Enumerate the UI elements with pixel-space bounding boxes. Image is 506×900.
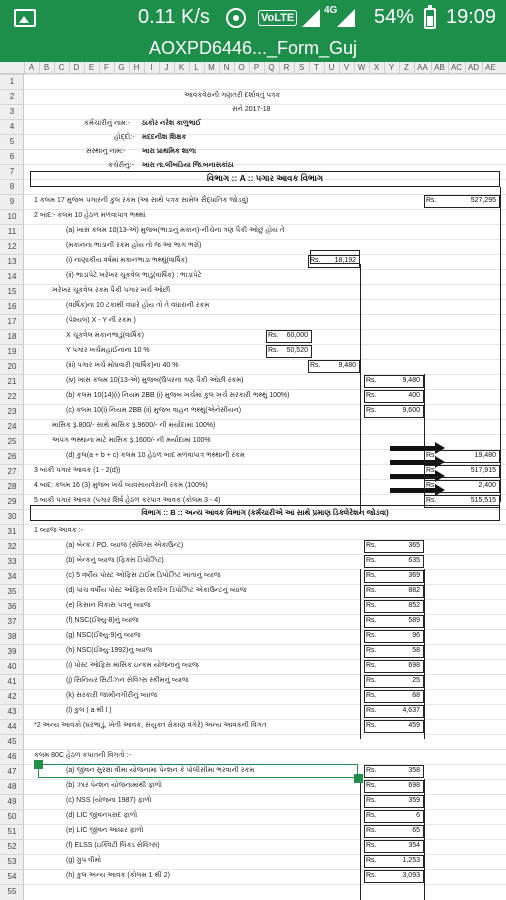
amount-cell[interactable]: 358: [408, 767, 420, 774]
divider: [424, 779, 425, 900]
amount-box: [424, 495, 500, 508]
row-label: 2 બાદ:- કલમ 10 હેઠળ મળવાપાત્ર ભથ્થાં: [34, 212, 146, 219]
row-label: (k) સરકારી જામીનગીરીનું વ્યાજ: [66, 692, 158, 699]
row-header[interactable]: 52: [0, 839, 24, 853]
row-label: (c) 5 વર્ષીય પોસ્ટ ઓફિસ ટાઈમ ડિપોઝિટ ખાતાનું વ્યાજ: [66, 572, 221, 579]
row-header[interactable]: 37: [0, 614, 24, 628]
currency-label: Rs.: [366, 797, 377, 804]
battery-icon: [424, 8, 436, 29]
row-header[interactable]: 23: [0, 404, 24, 418]
amount-box: [364, 840, 424, 853]
column-header-n[interactable]: N: [219, 62, 233, 74]
amount-box: [364, 660, 424, 673]
row-header[interactable]: 10: [0, 209, 24, 223]
row-header-bar: [0, 74, 24, 900]
divider: [500, 187, 501, 502]
column-header-e[interactable]: E: [84, 62, 98, 74]
currency-label: Rs.: [366, 632, 377, 639]
amount-box: [364, 870, 424, 883]
row-header[interactable]: 33: [0, 554, 24, 568]
row-label: (e) કિસાન વિકાસ પત્રનું વ્યાજ: [66, 602, 151, 609]
row-label: 1 કલમ 17 મુજબ પગારની કુલ રકમ (આ સાથે પત્રક સામેલ સૈદ્ધાંતિક જોડવું): [34, 197, 249, 204]
column-header-ab[interactable]: AB: [431, 62, 447, 74]
row-label: (d) કુલ(a + b + c) કલમ 10 હેઠળ બાદ મળવાપાત્ર ભથ્થાની રકમ: [66, 452, 245, 459]
row-label: (a) ખાસ કલમ 10(13-એ) મુજબ(ભાડાનું મકાન)-નીચેના ત્રણ પૈકી ઓછું હોય તે: [66, 227, 285, 234]
row-label: 1 વ્યાજ આવક :-: [34, 527, 83, 534]
amount-box: [364, 630, 424, 643]
row-header[interactable]: 22: [0, 389, 24, 403]
row-header[interactable]: 29: [0, 494, 24, 508]
row-header[interactable]: 51: [0, 824, 24, 838]
amount-box: [424, 195, 500, 208]
row-header[interactable]: 43: [0, 704, 24, 718]
document-title: AOXPD6446..._Form_Guj: [0, 36, 506, 62]
sheet-heading: આવકવેરાની ગણતરી દર્શાવતું પત્રક: [184, 92, 281, 99]
row-header[interactable]: 31: [0, 524, 24, 538]
row-label: (મકાનના ભાડાની રકમ હોય તો જ આ ભાગ ભરો): [66, 242, 202, 249]
amount-box: [364, 855, 424, 868]
amount-cell[interactable]: 852: [408, 602, 420, 609]
amount-box: [424, 465, 500, 478]
row-label: (a) જીવન સુરક્ષા વીમા યોજનામાં પેન્શન કે પોલીસીમાં ભરવાની રકમ: [66, 767, 255, 774]
row-label: (i) નાણાકીય વર્ષમાં મકાનભાડા ભથ્થું(વાર્ષિક): [66, 257, 188, 264]
amount-cell[interactable]: 50,520: [286, 347, 308, 354]
amount-box: [308, 360, 360, 373]
signal-icon: [302, 9, 320, 27]
row-label: 4 બાદ: કલમ 16 (3) મુજબ ખર્ચ વ્યવસાયવેરાની રકમ (100%): [34, 482, 208, 489]
grid-line: [24, 74, 506, 75]
currency-label: Rs.: [366, 377, 377, 384]
amount-cell[interactable]: 9,480: [402, 377, 420, 384]
currency-label: Rs.: [366, 647, 377, 654]
row-header[interactable]: 4: [0, 119, 24, 133]
network-speed: 0.11 K/s: [138, 6, 210, 28]
currency-label: Rs.: [366, 677, 377, 684]
row-header[interactable]: 16: [0, 299, 24, 313]
row-header[interactable]: 45: [0, 734, 24, 748]
row-header[interactable]: 2: [0, 89, 24, 103]
amount-box: [364, 570, 424, 583]
gallery-notification-icon: [14, 9, 36, 27]
currency-label: Rs.: [366, 842, 377, 849]
row-header[interactable]: 12: [0, 239, 24, 253]
row-label: *2 અન્ય આવકો (ઘરભાડું, ખેતી આવક, સંયુક્ત રોકાણ વગેરે) અન્ય આવકની વિગત: [34, 722, 267, 729]
office-value: ખારા તા.લીંબડિયા જિ.બનાસકાંઠા: [142, 162, 234, 169]
amount-cell[interactable]: 68: [412, 692, 420, 699]
column-header-c[interactable]: C: [54, 62, 68, 74]
row-header[interactable]: 46: [0, 749, 24, 763]
row-label: Y પગાર ખર્ચમહાઈનાના 10 %: [66, 347, 150, 354]
row-label: (h) NSC(ઈશ્યુ-1992)નું વ્યાજ: [66, 647, 153, 654]
amount-cell[interactable]: 6: [416, 812, 420, 819]
row-header[interactable]: 50: [0, 809, 24, 823]
amount-cell[interactable]: 369: [408, 572, 420, 579]
office-label: કચેરીનું:-: [108, 162, 134, 169]
column-header-b[interactable]: B: [39, 62, 53, 74]
column-header-ad[interactable]: AD: [465, 62, 481, 74]
row-label: (g) ગ્રુપ વીમો: [66, 857, 102, 864]
signal-icon-2: [337, 9, 355, 27]
section-a-title: વિભાગ :: A :: પગાર આવક વિભાગ: [206, 173, 324, 183]
column-header-s[interactable]: S: [294, 62, 308, 74]
amount-cell[interactable]: 2,400: [478, 482, 496, 489]
currency-label: Rs.: [426, 497, 437, 504]
column-header-q[interactable]: Q: [264, 62, 278, 74]
column-header-d[interactable]: D: [69, 62, 83, 74]
amount-cell[interactable]: 527,295: [470, 197, 496, 204]
currency-label: Rs.: [366, 767, 377, 774]
column-header-ac[interactable]: AC: [448, 62, 464, 74]
currency-label: Rs.: [366, 407, 377, 414]
row-label: (c) NSS (યોજના 1987) ફાળો: [66, 797, 152, 804]
column-header-bar: [0, 62, 506, 74]
row-header[interactable]: 54: [0, 869, 24, 883]
column-header-k[interactable]: K: [174, 62, 188, 74]
currency-label: Rs.: [310, 257, 321, 264]
amount-box: [308, 255, 360, 268]
amount-box: [364, 645, 424, 658]
row-header[interactable]: 49: [0, 794, 24, 808]
row-header[interactable]: 27: [0, 464, 24, 478]
row-header[interactable]: 35: [0, 584, 24, 598]
row-label: (iii) પગાર ખર્ચ મોંઘવારી (વાર્ષિક)ના 40 %: [66, 362, 179, 369]
currency-label: Rs.: [366, 392, 377, 399]
amount-box: [364, 555, 424, 568]
hotspot-icon: [226, 8, 246, 28]
column-header-a[interactable]: A: [24, 62, 38, 74]
column-header-u[interactable]: U: [324, 62, 338, 74]
row-label: (b) કલમ 10(14)(i) નિયમ 2BB (i) મુજબ ખર્ચમાં કુલ ખર્ચ સરકારી ભથ્થું 100%): [66, 392, 290, 399]
row-header[interactable]: 40: [0, 659, 24, 673]
row-header[interactable]: 13: [0, 254, 24, 268]
amount-box: [364, 600, 424, 613]
grid-line: [24, 734, 506, 735]
amount-cell[interactable]: 698: [408, 662, 420, 669]
divider: [360, 569, 361, 739]
row-label: X ચૂકવેલ મકાનભાડું(વાર્ષિક): [66, 332, 144, 339]
row-header[interactable]: 8: [0, 179, 24, 193]
row-label: (પેશ્યલ) X - Y ની રકમ ): [66, 317, 136, 324]
row-header[interactable]: 1: [0, 74, 24, 88]
currency-label: Rs.: [310, 362, 321, 369]
amount-cell[interactable]: 25: [412, 677, 420, 684]
column-header-j[interactable]: J: [159, 62, 173, 74]
column-header-ae[interactable]: AE: [482, 62, 498, 74]
row-header[interactable]: 36: [0, 599, 24, 613]
column-header-p[interactable]: P: [249, 62, 263, 74]
currency-label: Rs.: [268, 347, 279, 354]
amount-cell[interactable]: 9,600: [402, 407, 420, 414]
currency-label: Rs.: [366, 557, 377, 564]
amount-box: [364, 585, 424, 598]
clock: 19:09: [446, 6, 497, 28]
row-header[interactable]: 53: [0, 854, 24, 868]
column-header-aa[interactable]: AA: [414, 62, 430, 74]
volte-badge: VoLTE: [258, 10, 297, 26]
row-label: (a) બેન્ક / PO. વ્યાજ (સેવિંગ્સ એકાઉન્ટ): [66, 542, 184, 549]
row-header[interactable]: 47: [0, 764, 24, 778]
row-header[interactable]: 15: [0, 284, 24, 298]
amount-box: [424, 480, 500, 493]
currency-label: Rs.: [366, 602, 377, 609]
institution-label: સંસ્થાનું નામ:-: [86, 148, 126, 155]
amount-box: [266, 330, 312, 343]
amount-cell[interactable]: 365: [408, 542, 420, 549]
row-label: (d) LIC જીવનપસંદ ફાળો: [66, 812, 138, 819]
amount-box: [364, 405, 424, 418]
amount-box: [364, 690, 424, 703]
column-header-t[interactable]: T: [309, 62, 323, 74]
amount-cell[interactable]: 635: [408, 557, 420, 564]
post-label: હોદ્દો:-: [114, 134, 135, 141]
amount-box: [424, 450, 500, 463]
row-header[interactable]: 7: [0, 164, 24, 178]
currency-label: Rs.: [268, 332, 279, 339]
amount-cell[interactable]: 65: [412, 827, 420, 834]
row-label: માસિક રૂ.800/- સાથે માસિક રૂ.9600/- ની મર્યાદામાં 100%): [52, 422, 216, 429]
row-label: (h) કુલ અન્ય આવક (કોલમ 1 થી 2): [66, 872, 170, 879]
amount-cell[interactable]: 459: [408, 722, 420, 729]
amount-cell[interactable]: 4,637: [402, 707, 420, 714]
amount-box: [364, 720, 424, 733]
row-header[interactable]: 21: [0, 374, 24, 388]
row-label: (iv) ખાસ કલમ 10(13-એ) મુજબ(ઉપરના ત્રણ પૈકી ઓછી રકમ): [66, 377, 244, 384]
row-header[interactable]: 3: [0, 104, 24, 118]
currency-label: Rs.: [366, 542, 377, 549]
currency-label: Rs.: [426, 467, 437, 474]
row-header[interactable]: 9: [0, 194, 24, 208]
column-header-y[interactable]: Y: [384, 62, 398, 74]
row-label: ખરેખર ચૂકવેલ રકમ પૈકી પગાર ખર્ચ ઓછી: [52, 287, 171, 294]
amount-box: [364, 705, 424, 718]
spreadsheet-grid[interactable]: [24, 74, 506, 900]
divider: [424, 569, 425, 739]
column-header-z[interactable]: Z: [399, 62, 413, 74]
row-header[interactable]: 39: [0, 644, 24, 658]
amount-box: [266, 345, 312, 358]
currency-label: Rs.: [366, 722, 377, 729]
row-label: (વાર્ષિક)ના 10 ટકાથી વધારે હોય તો તે વધારાની રકમ: [66, 302, 210, 309]
row-label: (g) NSC(ઈશ્યુ-9)નું વ્યાજ: [66, 632, 141, 639]
amount-box: [364, 390, 424, 403]
row-label: (b) બેન્કનું વ્યાજ (ફિક્સ ડિપોઝિટ): [66, 557, 164, 564]
row-header[interactable]: 25: [0, 434, 24, 448]
column-header-h[interactable]: H: [129, 62, 143, 74]
currency-label: Rs.: [366, 587, 377, 594]
row-label: 5 બાકી પગાર આવક (પગાર શિર્ષ હેઠળ કરપાત્ર આવક (કોલમ 3 - 4): [34, 497, 221, 504]
row-header[interactable]: 44: [0, 719, 24, 733]
row-header[interactable]: 6: [0, 149, 24, 163]
row-header[interactable]: 30: [0, 509, 24, 523]
grid-line: [24, 164, 506, 165]
row-header[interactable]: 41: [0, 674, 24, 688]
column-header-i[interactable]: I: [144, 62, 158, 74]
amount-cell[interactable]: 515,515: [470, 497, 496, 504]
post-value: મદદનીશ શિક્ષક: [142, 134, 187, 141]
row-header[interactable]: 24: [0, 419, 24, 433]
row-header[interactable]: 48: [0, 779, 24, 793]
column-header-m[interactable]: M: [204, 62, 218, 74]
amount-box: [364, 795, 424, 808]
row-header[interactable]: 17: [0, 314, 24, 328]
currency-label: Rs.: [366, 857, 377, 864]
row-header[interactable]: 18: [0, 329, 24, 343]
currency-label: Rs.: [426, 197, 437, 204]
amount-cell[interactable]: 882: [408, 587, 420, 594]
column-header-o[interactable]: O: [234, 62, 248, 74]
divider: [360, 264, 361, 514]
row-header[interactable]: 26: [0, 449, 24, 463]
column-header-f[interactable]: F: [99, 62, 113, 74]
amount-box: [364, 540, 424, 553]
amount-cell[interactable]: 18,192: [334, 257, 356, 264]
row-label: (j) સિનિયર સિટીઝન સેવિંગ્સ સ્કીમનું વ્યાજ: [66, 677, 189, 684]
amount-cell[interactable]: 517,915: [470, 467, 496, 474]
row-label: (i) પોસ્ટ ઓફિસ માસિક ઇન્કમ યોજનાનું વ્યાજ: [66, 662, 199, 669]
amount-cell[interactable]: 400: [408, 392, 420, 399]
amount-box: [364, 765, 424, 778]
currency-label: Rs.: [366, 617, 377, 624]
currency-label: Rs.: [366, 707, 377, 714]
amount-cell[interactable]: 1,253: [402, 857, 420, 864]
divider: [360, 779, 361, 900]
amount-box: [364, 375, 424, 388]
status-bar: [0, 0, 506, 36]
column-header-v[interactable]: V: [339, 62, 353, 74]
currency-label: Rs.: [366, 872, 377, 879]
row-header[interactable]: 5: [0, 134, 24, 148]
amount-box: [364, 810, 424, 823]
currency-label: Rs.: [426, 482, 437, 489]
row-label: 3 બાકી પગાર આવક (1 - 2(d)): [34, 467, 121, 474]
row-header[interactable]: 55: [0, 884, 24, 898]
column-header-g[interactable]: G: [114, 62, 128, 74]
selection-handle-end[interactable]: [354, 774, 363, 783]
row-label: (f) ELSS (ઇક્વિટી લિંક્ડ સેવિંગ્સ): [66, 842, 160, 849]
amount-box: [364, 675, 424, 688]
currency-label: Rs.: [366, 812, 377, 819]
currency-label: Rs.: [426, 452, 437, 459]
row-label: (ii) ભાડાપેટે ખરેખર ચૂકવેલ ભાડું(વાર્ષિક) : ભાડાપેટે: [66, 272, 202, 279]
currency-label: Rs.: [366, 662, 377, 669]
currency-label: Rs.: [366, 782, 377, 789]
row-label: (f) NSC(ઈશ્યુ-8)નું વ્યાજ: [66, 617, 139, 624]
grid-line: [24, 134, 506, 135]
battery-percent: 54%: [374, 6, 415, 28]
amount-box: [364, 615, 424, 628]
amount-cell[interactable]: 698: [408, 782, 420, 789]
amount-cell[interactable]: 9,480: [338, 362, 356, 369]
amount-cell[interactable]: 589: [408, 617, 420, 624]
amount-cell[interactable]: 3,093: [402, 872, 420, 879]
grid-line: [24, 884, 506, 885]
section-b-title: વિભાગ :: B :: અન્ય આવક વિભાગ (કર્મચારીએ આ સાથે પ્રમાણ ડિક્લેરેશન જોડવા): [141, 508, 389, 517]
row-label: (e) LIC જીવન આધાર ફાળો: [66, 827, 144, 834]
row-label: (b) ઝાર પેન્શન યોજનામાંથી ફાળો: [66, 782, 162, 789]
row-header[interactable]: 32: [0, 539, 24, 553]
name-value: ઠાકોર નરેશ કાળુભાઈ: [142, 120, 202, 127]
name-label: કર્મચારીનું નામ:-: [84, 120, 131, 127]
row-label: (l) કુલ ( a થી l ): [66, 707, 112, 714]
row-label: (d) પાંચ વર્ષીય પોસ્ટ ઓફિસ રિકરિંગ ડિપોઝિટ એકાઉન્ટનું વ્યાજ: [66, 587, 247, 594]
row-header[interactable]: 34: [0, 569, 24, 583]
amount-box: [364, 780, 424, 793]
row-header[interactable]: 20: [0, 359, 24, 373]
currency-label: Rs.: [366, 692, 377, 699]
column-header-r[interactable]: R: [279, 62, 293, 74]
column-header-l[interactable]: L: [189, 62, 203, 74]
row-label: કલમ 80C હેઠળ કપાતની વિગતો :-: [34, 752, 132, 759]
column-header-x[interactable]: X: [369, 62, 383, 74]
amount-cell[interactable]: 19,480: [474, 452, 496, 459]
row-header[interactable]: 11: [0, 224, 24, 238]
network-type: 4G: [324, 5, 338, 16]
row-header[interactable]: 14: [0, 269, 24, 283]
amount-cell[interactable]: 359: [408, 797, 420, 804]
currency-label: Rs.: [366, 572, 377, 579]
row-header[interactable]: 38: [0, 629, 24, 643]
row-header[interactable]: 42: [0, 689, 24, 703]
amount-cell[interactable]: 96: [412, 632, 420, 639]
amount-cell[interactable]: 60,000: [286, 332, 308, 339]
amount-cell[interactable]: 354: [408, 842, 420, 849]
row-header[interactable]: 28: [0, 479, 24, 493]
currency-label: Rs.: [366, 827, 377, 834]
institution-value: ખારા પ્રાથમિક શાળા: [142, 148, 197, 155]
row-label: અપંગ ભથ્થાંના માટે માસિક રૂ.1600/- ની મર્યાદામાં 100%: [52, 437, 211, 444]
amount-box: [364, 825, 424, 838]
sheet-year: સને 2017-18: [232, 106, 271, 113]
row-header[interactable]: 19: [0, 344, 24, 358]
row-label: (c) કલમ 10(i) નિયમ 2BB (ii) મુજબ વાહન ભથ્થું(એનેસીયન): [66, 407, 242, 414]
amount-cell[interactable]: 58: [412, 647, 420, 654]
column-header-w[interactable]: W: [354, 62, 368, 74]
